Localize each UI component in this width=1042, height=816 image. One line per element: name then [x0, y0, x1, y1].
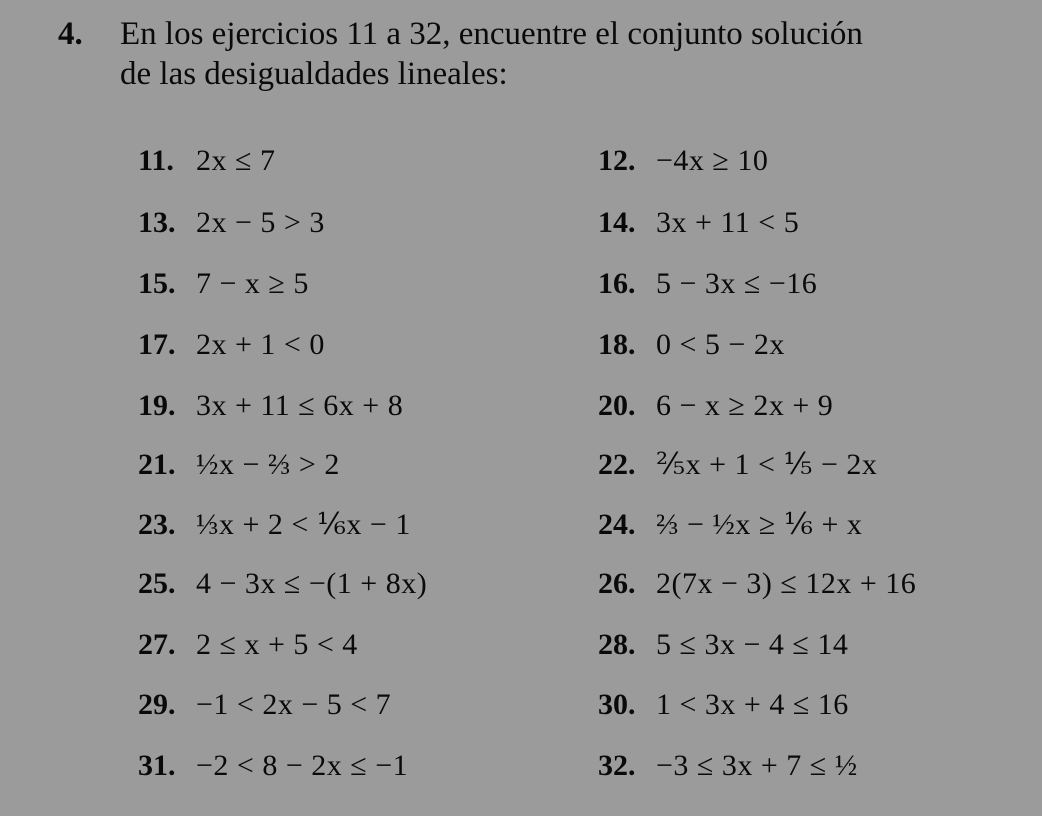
exercise-inequality: −4x ≥ 10 [656, 144, 769, 177]
problem-number: 4. [58, 16, 83, 52]
exercise-inequality: ⅖x + 1 < ⅕ − 2x [656, 448, 878, 481]
exercise-28 [598, 625, 848, 665]
exercise-number: 30. [598, 688, 636, 721]
exercise-31 [138, 746, 408, 786]
exercise-inequality: −1 < 2x − 5 < 7 [196, 688, 392, 721]
exercise-24 [598, 505, 862, 545]
exercise-23 [138, 505, 411, 545]
exercise-inequality: ⅓x + 2 < ⅙x − 1 [196, 508, 411, 541]
exercise-12 [598, 141, 768, 181]
exercise-29 [138, 685, 391, 725]
problem-statement [120, 14, 1000, 94]
exercise-11 [138, 141, 275, 181]
exercise-16 [598, 264, 817, 304]
exercise-number: 17. [138, 328, 176, 361]
exercise-27 [138, 625, 358, 665]
exercise-number: 24. [598, 508, 636, 541]
exercise-17 [138, 325, 325, 365]
exercise-inequality: 3x + 11 ≤ 6x + 8 [196, 389, 404, 422]
exercise-14 [598, 203, 799, 243]
exercise-inequality: 4 − 3x ≤ −(1 + 8x) [196, 567, 428, 600]
exercise-number: 20. [598, 389, 636, 422]
exercise-number: 25. [138, 567, 176, 600]
exercise-inequality: 2x ≤ 7 [196, 144, 276, 177]
exercise-inequality: 2x + 1 < 0 [196, 328, 325, 361]
exercise-number: 11. [138, 144, 174, 177]
exercise-inequality: 5 − 3x ≤ −16 [656, 267, 818, 300]
exercise-number: 21. [138, 448, 176, 481]
exercise-20 [598, 386, 833, 426]
exercise-inequality: ⅔ − ½x ≥ ⅙ + x [656, 508, 863, 541]
exercise-inequality: 3x + 11 < 5 [656, 206, 800, 239]
exercise-number: 18. [598, 328, 636, 361]
exercise-21 [138, 445, 340, 485]
problem-statement-line-1: En los ejercicios 11 a 32, encuentre el conjunto solución [120, 16, 863, 52]
exercise-15 [138, 264, 309, 304]
exercise-13 [138, 203, 325, 243]
exercise-25 [138, 564, 427, 604]
exercise-inequality: ½x − ⅔ > 2 [196, 448, 340, 481]
exercise-number: 14. [598, 206, 636, 239]
exercise-inequality: 6 − x ≥ 2x + 9 [656, 389, 834, 422]
problem-statement-line-2: de las desigualdades lineales: [120, 56, 508, 92]
exercise-inequality: −3 ≤ 3x + 7 ≤ ½ [656, 749, 858, 782]
exercise-number: 27. [138, 628, 176, 661]
exercise-inequality: 0 < 5 − 2x [656, 328, 785, 361]
exercise-19 [138, 386, 403, 426]
exercise-number: 15. [138, 267, 176, 300]
exercise-number: 19. [138, 389, 176, 422]
exercise-number: 23. [138, 508, 176, 541]
exercise-30 [598, 685, 849, 725]
exercise-inequality: 2x − 5 > 3 [196, 206, 325, 239]
exercise-number: 12. [598, 144, 636, 177]
exercise-inequality: 5 ≤ 3x − 4 ≤ 14 [656, 628, 849, 661]
exercise-number: 16. [598, 267, 636, 300]
exercise-number: 26. [598, 567, 636, 600]
exercise-inequality: 2(7x − 3) ≤ 12x + 16 [656, 567, 917, 600]
exercise-18 [598, 325, 785, 365]
exercise-inequality: 2 ≤ x + 5 < 4 [196, 628, 358, 661]
exercise-22 [598, 445, 877, 485]
exercise-inequality: 1 < 3x + 4 ≤ 16 [656, 688, 849, 721]
exercise-number: 31. [138, 749, 176, 782]
exercise-number: 28. [598, 628, 636, 661]
exercise-number: 32. [598, 749, 636, 782]
exercise-32 [598, 746, 858, 786]
exercise-26 [598, 564, 916, 604]
exercise-number: 29. [138, 688, 176, 721]
exercise-inequality: −2 < 8 − 2x ≤ −1 [196, 749, 409, 782]
exercise-number: 13. [138, 206, 176, 239]
exercise-inequality: 7 − x ≥ 5 [196, 267, 309, 300]
exercise-number: 22. [598, 448, 636, 481]
